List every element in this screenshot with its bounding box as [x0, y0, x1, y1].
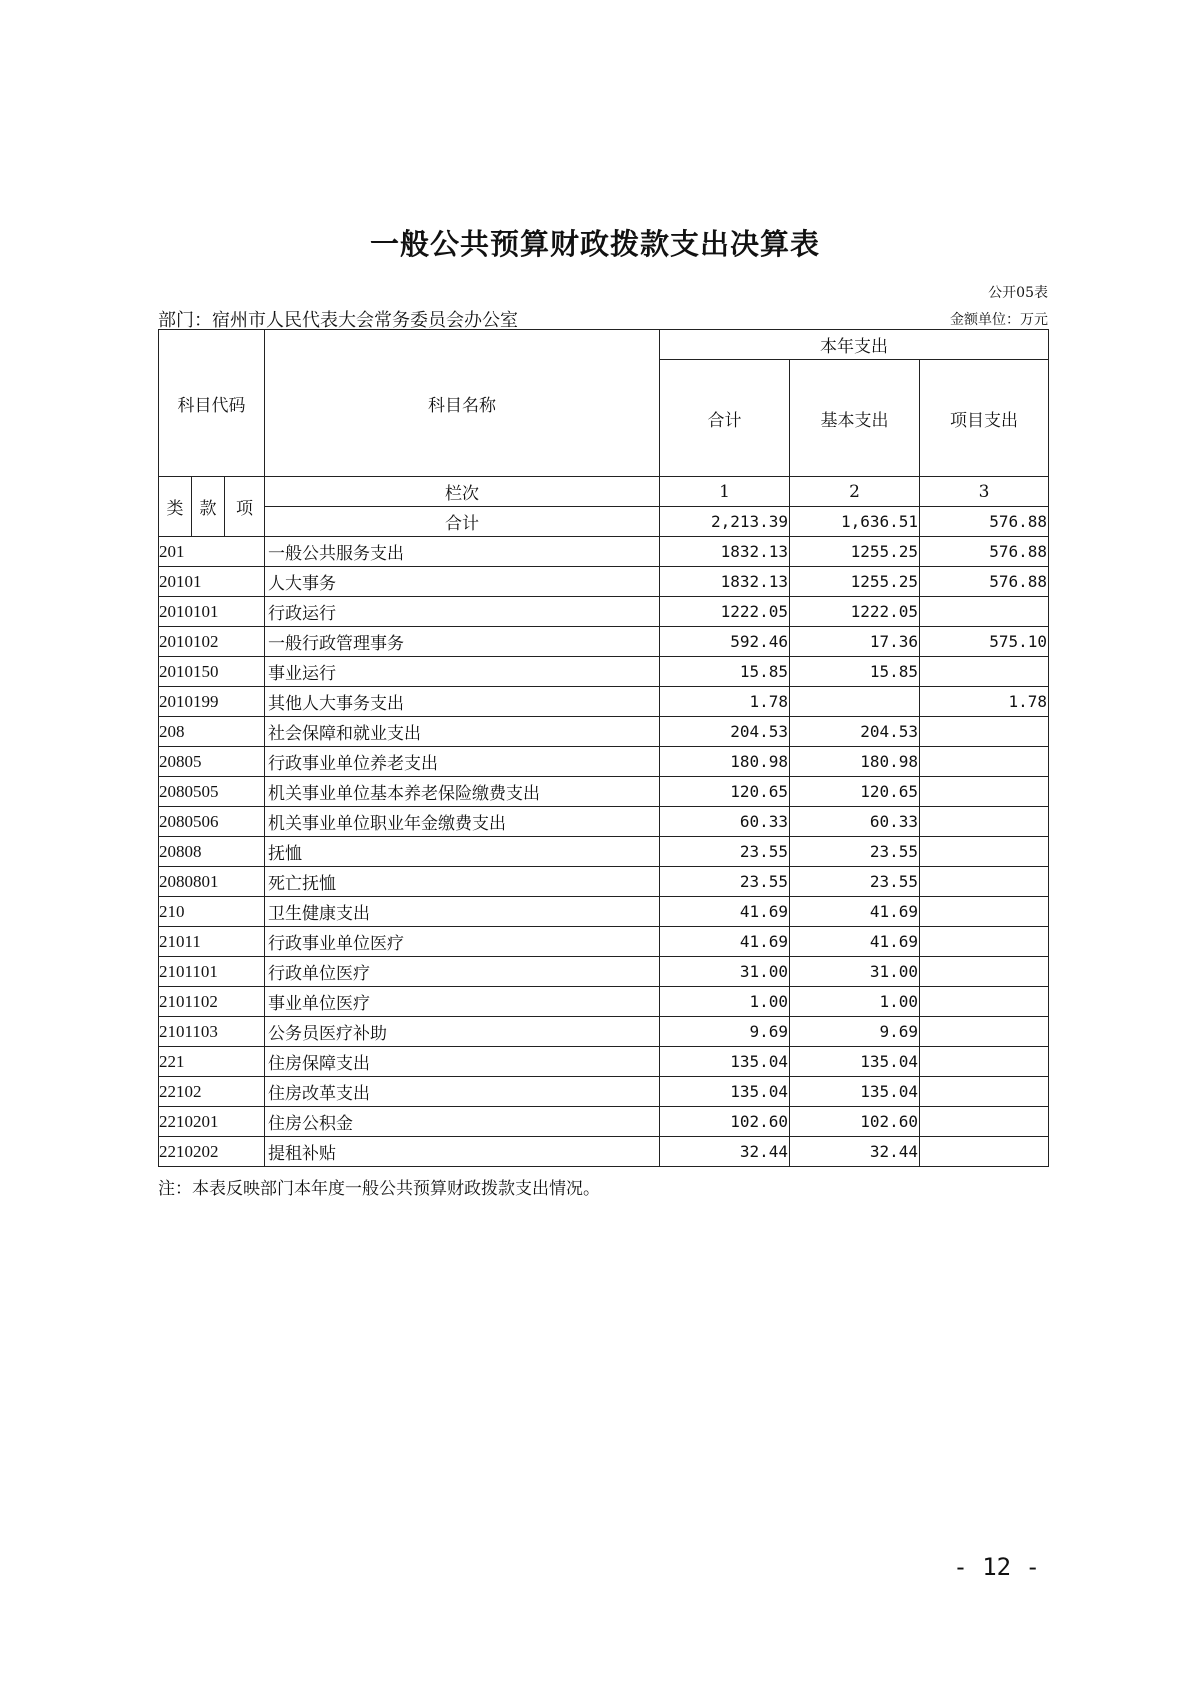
row-total: 31.00 [660, 957, 790, 987]
row-total: 180.98 [660, 747, 790, 777]
row-name: 住房公积金 [265, 1107, 660, 1137]
row-basic: 1222.05 [790, 597, 920, 627]
row-name: 行政事业单位医疗 [265, 927, 660, 957]
row-total: 60.33 [660, 807, 790, 837]
page-number: - 12 - [953, 1553, 1040, 1581]
row-basic: 31.00 [790, 957, 920, 987]
sum-basic: 1,636.51 [790, 507, 920, 537]
table-row [159, 777, 1049, 807]
header-xiang: 项 [225, 477, 265, 537]
row-name: 住房改革支出 [265, 1077, 660, 1107]
row-project [920, 897, 1049, 927]
row-project [920, 1077, 1049, 1107]
row-project [920, 1017, 1049, 1047]
row-total: 135.04 [660, 1047, 790, 1077]
row-name: 住房保障支出 [265, 1047, 660, 1077]
row-project [920, 957, 1049, 987]
row-basic: 17.36 [790, 627, 920, 657]
row-name: 卫生健康支出 [265, 897, 660, 927]
table-row [159, 1017, 1049, 1047]
table-row [159, 957, 1049, 987]
row-basic: 204.53 [790, 717, 920, 747]
sum-project: 576.88 [920, 507, 1049, 537]
form-number: 公开05表 [988, 285, 1048, 301]
row-code: 2101102 [159, 987, 265, 1017]
row-project [920, 927, 1049, 957]
row-total: 41.69 [660, 927, 790, 957]
table-note: 注：本表反映部门本年度一般公共预算财政拨款支出情况。 [158, 1179, 600, 1199]
row-code: 2010199 [159, 687, 265, 717]
header-name: 科目名称 [265, 330, 660, 477]
sum-total: 2,213.39 [660, 507, 790, 537]
row-basic: 135.04 [790, 1047, 920, 1077]
row-basic: 41.69 [790, 897, 920, 927]
row-total: 1.78 [660, 687, 790, 717]
row-code: 20101 [159, 567, 265, 597]
row-project [920, 987, 1049, 1017]
row-total: 1222.05 [660, 597, 790, 627]
table-row [159, 567, 1049, 597]
row-project: 576.88 [920, 537, 1049, 567]
row-code: 2210201 [159, 1107, 265, 1137]
row-name: 行政事业单位养老支出 [265, 747, 660, 777]
row-project [920, 807, 1049, 837]
table-row [159, 1137, 1049, 1167]
table-row [159, 897, 1049, 927]
row-total: 135.04 [660, 1077, 790, 1107]
row-total: 1832.13 [660, 567, 790, 597]
row-basic: 32.44 [790, 1137, 920, 1167]
row-basic: 102.60 [790, 1107, 920, 1137]
row-total: 41.69 [660, 897, 790, 927]
header-kuan: 款 [192, 477, 225, 537]
row-total: 1.00 [660, 987, 790, 1017]
row-basic: 23.55 [790, 867, 920, 897]
row-project: 576.88 [920, 567, 1049, 597]
row-name: 死亡抚恤 [265, 867, 660, 897]
row-total: 592.46 [660, 627, 790, 657]
table-row [159, 1047, 1049, 1077]
row-name: 公务员医疗补助 [265, 1017, 660, 1047]
row-project [920, 867, 1049, 897]
table-row [159, 807, 1049, 837]
row-total: 15.85 [660, 657, 790, 687]
row-code: 21011 [159, 927, 265, 957]
row-total: 120.65 [660, 777, 790, 807]
row-project: 575.10 [920, 627, 1049, 657]
header-basic: 基本支出 [790, 360, 920, 477]
table-row [159, 987, 1049, 1017]
row-project [920, 717, 1049, 747]
table-row [159, 657, 1049, 687]
amount-unit: 金额单位：万元 [950, 312, 1048, 328]
row-project [920, 1047, 1049, 1077]
row-name: 其他人大事务支出 [265, 687, 660, 717]
row-code: 2010101 [159, 597, 265, 627]
department-label: 部门：宿州市人民代表大会常务委员会办公室 [158, 310, 518, 331]
row-code: 2101103 [159, 1017, 265, 1047]
row-total: 1832.13 [660, 537, 790, 567]
row-name: 行政单位医疗 [265, 957, 660, 987]
row-total: 23.55 [660, 837, 790, 867]
row-total: 23.55 [660, 867, 790, 897]
row-code: 20805 [159, 747, 265, 777]
header-lei: 类 [159, 477, 192, 537]
row-basic: 135.04 [790, 1077, 920, 1107]
row-total: 9.69 [660, 1017, 790, 1047]
row-name: 机关事业单位职业年金缴费支出 [265, 807, 660, 837]
row-code: 2080801 [159, 867, 265, 897]
row-name: 事业运行 [265, 657, 660, 687]
row-name: 事业单位医疗 [265, 987, 660, 1017]
row-code: 2010150 [159, 657, 265, 687]
row-basic: 180.98 [790, 747, 920, 777]
row-code: 2010102 [159, 627, 265, 657]
row-basic: 1255.25 [790, 537, 920, 567]
page-title: 一般公共预算财政拨款支出决算表 [369, 227, 820, 261]
row-basic [790, 687, 920, 717]
row-name: 一般行政管理事务 [265, 627, 660, 657]
table-row [159, 927, 1049, 957]
table-row [159, 537, 1049, 567]
row-code: 210 [159, 897, 265, 927]
row-name: 人大事务 [265, 567, 660, 597]
row-code: 221 [159, 1047, 265, 1077]
header-col3: 3 [920, 477, 1049, 507]
row-project: 1.78 [920, 687, 1049, 717]
table-row [159, 597, 1049, 627]
row-project [920, 837, 1049, 867]
header-code: 科目代码 [159, 330, 265, 477]
row-code: 20808 [159, 837, 265, 867]
table-row [159, 1077, 1049, 1107]
row-code: 2101101 [159, 957, 265, 987]
row-basic: 9.69 [790, 1017, 920, 1047]
row-code: 22102 [159, 1077, 265, 1107]
row-project [920, 1107, 1049, 1137]
row-project [920, 597, 1049, 627]
table-row [159, 1107, 1049, 1137]
row-code: 208 [159, 717, 265, 747]
row-total: 102.60 [660, 1107, 790, 1137]
row-name: 抚恤 [265, 837, 660, 867]
row-name: 提租补贴 [265, 1137, 660, 1167]
sum-label: 合计 [265, 507, 660, 537]
header-col2: 2 [790, 477, 920, 507]
header-current-year: 本年支出 [660, 330, 1049, 360]
header-project: 项目支出 [920, 360, 1049, 477]
row-basic: 1255.25 [790, 567, 920, 597]
table-row [159, 687, 1049, 717]
row-basic: 1.00 [790, 987, 920, 1017]
expenditure-table [158, 329, 1049, 1167]
row-name: 机关事业单位基本养老保险缴费支出 [265, 777, 660, 807]
row-code: 201 [159, 537, 265, 567]
row-total: 32.44 [660, 1137, 790, 1167]
header-col1: 1 [660, 477, 790, 507]
row-total: 204.53 [660, 717, 790, 747]
row-project [920, 747, 1049, 777]
row-basic: 41.69 [790, 927, 920, 957]
row-name: 一般公共服务支出 [265, 537, 660, 567]
row-basic: 23.55 [790, 837, 920, 867]
header-column-no: 栏次 [265, 477, 660, 507]
table-row [159, 747, 1049, 777]
row-project [920, 1137, 1049, 1167]
table-row [159, 867, 1049, 897]
table-row [159, 717, 1049, 747]
row-basic: 15.85 [790, 657, 920, 687]
row-basic: 60.33 [790, 807, 920, 837]
row-code: 2080506 [159, 807, 265, 837]
table-row [159, 627, 1049, 657]
row-project [920, 777, 1049, 807]
row-name: 社会保障和就业支出 [265, 717, 660, 747]
row-basic: 120.65 [790, 777, 920, 807]
row-project [920, 657, 1049, 687]
row-code: 2080505 [159, 777, 265, 807]
header-total: 合计 [660, 360, 790, 477]
row-code: 2210202 [159, 1137, 265, 1167]
table-row [159, 837, 1049, 867]
row-name: 行政运行 [265, 597, 660, 627]
